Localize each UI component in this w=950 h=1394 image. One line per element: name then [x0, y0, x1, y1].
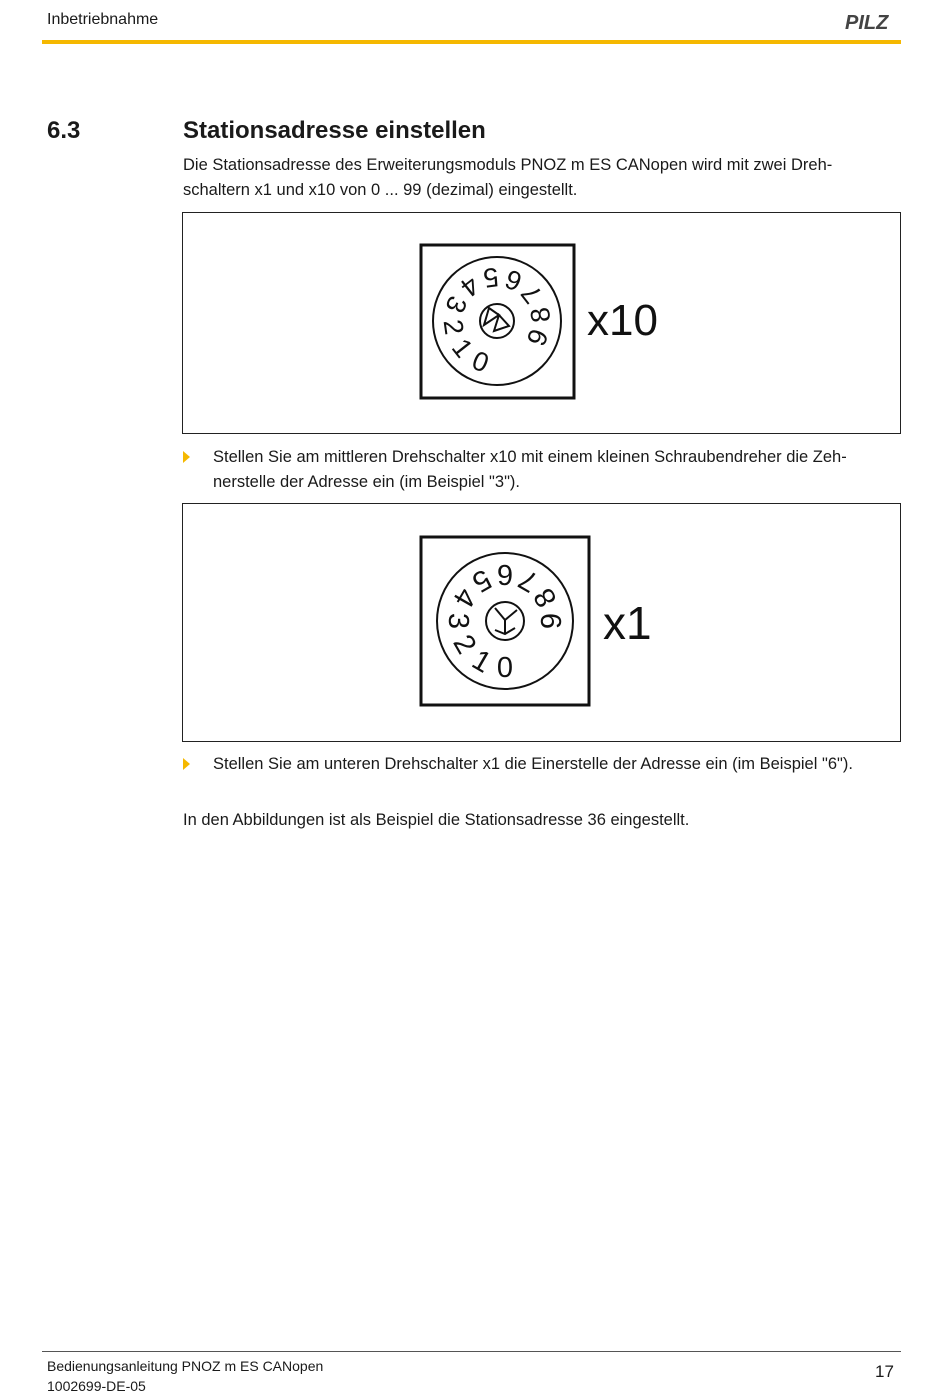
- dial-digit: 3: [442, 612, 474, 630]
- footer-rule: [42, 1351, 901, 1352]
- dial-digit: 2: [446, 629, 483, 660]
- switch-label-x10: x10: [587, 296, 658, 345]
- example-note: In den Abbildungen ist als Beispiel die Stationsadresse 36 eingestellt.: [183, 811, 690, 829]
- dial-digit: 4: [446, 582, 483, 613]
- figure-x1-switch: [182, 503, 901, 742]
- header-rule: [42, 40, 901, 44]
- page-number: 17: [875, 1362, 894, 1381]
- dial-digit: 0: [496, 652, 514, 684]
- dial-digit: 7: [515, 278, 549, 310]
- footer-manual-title: Bedienungsanleitung PNOZ m ES CANopen: [47, 1358, 324, 1374]
- section-number: 6.3: [47, 117, 81, 144]
- dial-digit: 6: [500, 263, 527, 297]
- dial-digit: 9: [536, 612, 568, 630]
- switch-label-x1: x1: [603, 597, 652, 649]
- dial-digit: 7: [513, 562, 544, 599]
- dial-digit: 4: [454, 269, 486, 303]
- arrow-right-icon: [183, 758, 190, 770]
- intro-paragraph: Die Stationsadresse des Erweiterungsmoduls PNOZ m ES CANopen wird mit zwei Dreh- schaltern x1 und x10 von 0 ... 99 (dezimal) eingestellt.: [183, 156, 833, 199]
- rotary-switch-icon: [183, 504, 900, 741]
- arrow-right-icon: [183, 451, 190, 463]
- pilz-logo: [845, 11, 901, 38]
- section-title: Stationsadresse einstellen: [183, 117, 486, 144]
- dial-digit: 9: [521, 324, 555, 351]
- dial-digit: 8: [527, 582, 564, 613]
- step-1-text: Stellen Sie am mittleren Drehschalter x10 mit einem kleinen Schraubendreher die Zeh- nerstelle der Adresse ein (im Beispiel "3").: [213, 448, 847, 491]
- running-header: Inbetriebnahme: [47, 11, 159, 28]
- pilz-logo-icon: [845, 11, 901, 33]
- dial-digit: 0: [467, 345, 494, 379]
- dial-digit: 3: [439, 291, 473, 318]
- dial-digit: 8: [524, 305, 557, 325]
- step-2-text: Stellen Sie am unteren Drehschalter x1 die Einerstelle der Adresse ein (im Beispiel "6").: [213, 755, 853, 773]
- dial-digit: 1: [466, 643, 497, 680]
- footer-document-number: 1002699-DE-05: [47, 1378, 146, 1394]
- rotary-switch-icon: [183, 213, 900, 433]
- figure-x10-switch: [182, 212, 901, 434]
- dial-digit: 5: [466, 562, 497, 599]
- logo-text: PILZ: [845, 12, 889, 33]
- dial-digit: 6: [496, 558, 514, 590]
- dial-digit: 1: [445, 332, 479, 364]
- dial-digit: 5: [481, 261, 501, 294]
- dial-digit: 2: [437, 317, 470, 337]
